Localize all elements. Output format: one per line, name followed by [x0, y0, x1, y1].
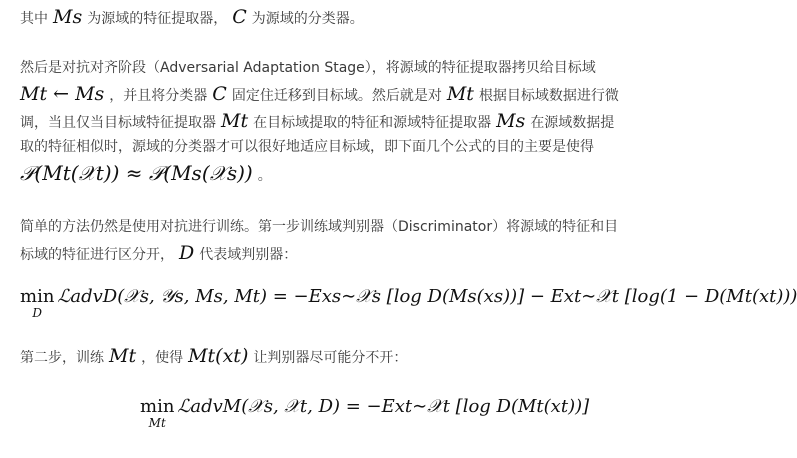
text-segment: 固定住迁移到目标域。然后就是对: [231, 88, 442, 104]
min-word: min: [140, 396, 175, 417]
text-segment: 简单的方法仍然是使用对抗进行训练。第一步训练域判别器（Discriminator）将源域的特征和目: [20, 219, 619, 235]
text-segment: 第二步，训练: [20, 350, 104, 366]
math-d: D: [179, 242, 195, 264]
text-segment: 根据目标域数据进行微: [478, 88, 619, 104]
math-mt: Mt: [109, 345, 137, 367]
text-segment: 其中: [20, 11, 48, 27]
math-ms: Ms: [496, 110, 526, 132]
paragraph-adversarial-line-5: [20, 162, 272, 187]
math-c: C: [232, 6, 247, 28]
min-word: min: [20, 286, 55, 307]
paragraph-adversarial-line-1: [20, 57, 596, 79]
paragraph-adversarial-line-2: [20, 83, 619, 107]
text-segment: 为源域的分类器。: [251, 11, 364, 27]
paragraph-step-two: [20, 345, 407, 369]
min-operator: [140, 396, 175, 430]
text-segment: 标域的特征进行区分开，: [20, 247, 174, 263]
text-segment: 在源域数据提: [530, 115, 615, 131]
text-segment: 为源域的特征提取器，: [87, 11, 228, 27]
equation-discriminator-loss: [20, 286, 797, 320]
text-segment: 然后是对抗对齐阶段（Adversarial Adaptation Stage），将源域的特征提取器拷贝给目标域: [20, 60, 596, 76]
math-c: C: [212, 83, 227, 105]
math-copy-assignment: Mt ← Ms: [20, 83, 105, 105]
paragraph-step-one-line-1: [20, 216, 618, 238]
min-subscript: D: [32, 306, 43, 320]
min-subscript: Mt: [148, 416, 166, 430]
text-segment: 让判别器尽可能分不开：: [253, 350, 408, 366]
paragraph-adversarial-line-3: [20, 110, 614, 134]
equation-body: ℒadvD(𝒳s, 𝒴s, Ms, Mt) = −Exs∼𝒳s [log D(Ms(xs))] − Ext∼𝒳t [log(1 − D(Mt(xt))): [57, 286, 797, 307]
math-mt-xt: Mt(xt): [188, 345, 249, 367]
min-operator: [20, 286, 55, 320]
paragraph-source-definitions: [20, 6, 364, 30]
paragraph-step-one-line-2: [20, 242, 297, 266]
text-segment: 代表域判别器：: [199, 247, 298, 263]
math-mt: Mt: [221, 110, 249, 132]
math-mt: Mt: [446, 83, 474, 105]
equation-body: ℒadvM(𝒳s, 𝒳t, D) = −Ext∼𝒳t [log D(Mt(xt))]: [177, 396, 590, 417]
math-ms: Ms: [53, 6, 83, 28]
math-distribution-equality: 𝒫(Mt(𝒳t)) ≈ 𝒫(Ms(𝒳s)): [20, 161, 253, 185]
text-segment: 调，当且仅当目标域特征提取器: [20, 115, 216, 131]
text-segment: ，使得: [141, 350, 184, 366]
paragraph-adversarial-line-4: [20, 136, 594, 158]
text-segment: 在目标域提取的特征和源域特征提取器: [253, 115, 492, 131]
equation-target-mapping-loss: [140, 396, 590, 430]
text-segment: 。: [257, 168, 272, 184]
text-segment: 取的特征相似时，源域的分类器才可以很好地适应目标域，即下面几个公式的目的主要是使得: [20, 139, 594, 155]
text-segment: ，并且将分类器: [109, 88, 208, 104]
